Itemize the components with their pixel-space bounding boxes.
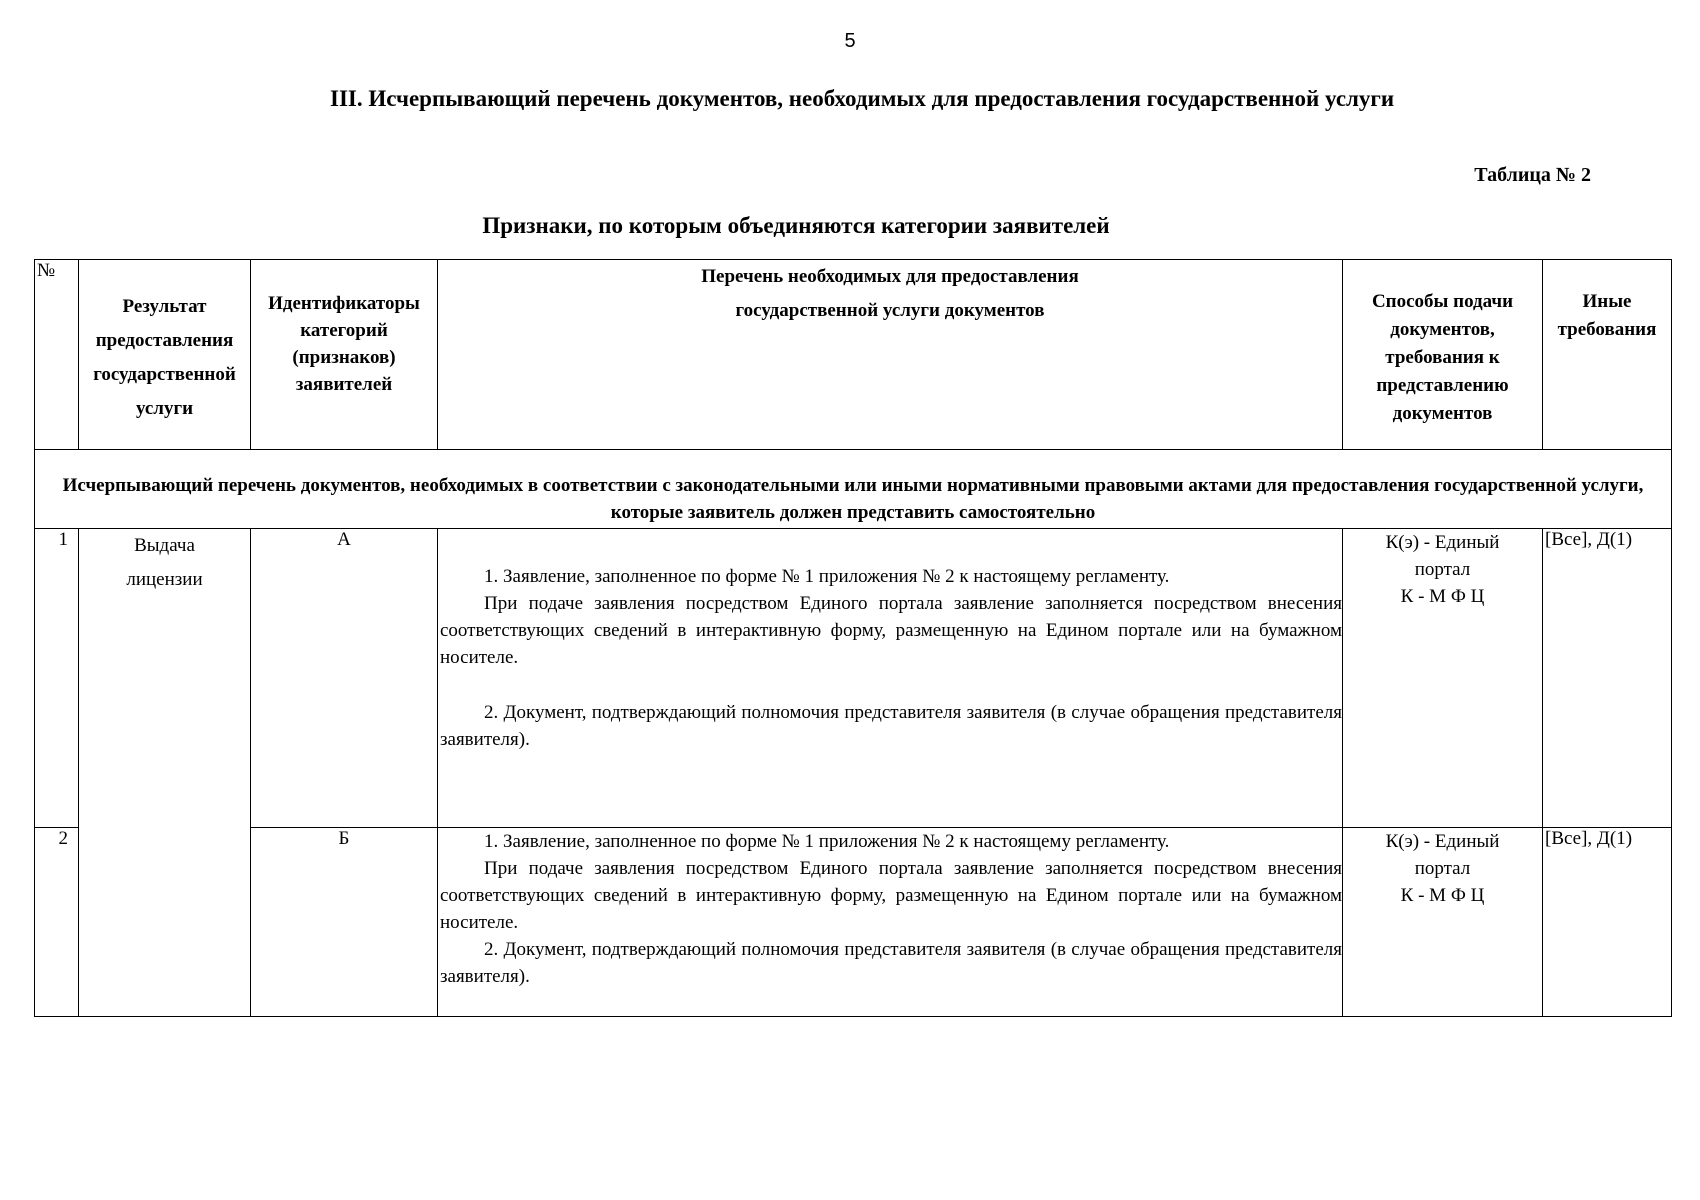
document-item: 2. Документ, подтверждающий полномочия представителя заявителя (в случае обращения представителя заявителя). (440, 939, 1342, 987)
document-item: 2. Документ, подтверждающий полномочия представителя заявителя (в случае обращения представителя заявителя). (440, 702, 1342, 750)
header-number: № (35, 260, 79, 450)
page-number: 5 (844, 30, 856, 52)
row-number: 1 (35, 529, 79, 828)
document-note: При подаче заявления посредством Единого портала заявление заполняется посредством внесения соответствующих сведений в интерактивную форму, размещенную на Едином портале или на бумажном носителе. (440, 858, 1342, 933)
row-submission-ways (1343, 529, 1543, 828)
row-applicant-id: Б (251, 828, 438, 1017)
section-row-text: Исчерпывающий перечень документов, необходимых в соответствии с законодательными или иными нормативными правовыми актами для предоставления государственной услуги, которые заявитель должен представить самостоятельно (35, 450, 1672, 529)
row-result-text: Выдача лицензии (126, 535, 203, 590)
row-documents (438, 828, 1343, 1017)
documents-table (34, 259, 1672, 1017)
row-applicant-id: А (251, 529, 438, 828)
row-other-requirements: [Все], Д(1) (1543, 529, 1672, 828)
table-caption: Признаки, по которым объединяются категории заявителей (482, 213, 1110, 238)
submission-way-portal: К(э) - Единый портал (1385, 831, 1500, 879)
row-submission-ways (1343, 828, 1543, 1017)
section-title: III. Исчерпывающий перечень документов, необходимых для предоставления государственной услуги (330, 86, 1395, 111)
row-other-requirements: [Все], Д(1) (1543, 828, 1672, 1017)
section-row (35, 450, 1672, 529)
submission-way-mfc: К - М Ф Ц (1400, 885, 1485, 906)
table-label: Таблица № 2 (1474, 164, 1591, 186)
table-header-row (35, 260, 1672, 450)
header-documents-label: Перечень необходимых для предоставления государственной услуги документов (701, 266, 1079, 321)
header-submission-ways: Способы подачи документов, требования к представлению документов (1343, 260, 1543, 450)
submission-way-portal: К(э) - Единый портал (1385, 532, 1500, 580)
submission-way-mfc: К - М Ф Ц (1400, 586, 1485, 607)
table-row (35, 828, 1672, 1017)
header-applicant-ids: Идентификаторы категорий (признаков) заявителей (251, 260, 438, 450)
row-number: 2 (35, 828, 79, 1017)
header-result: Результат предоставления государственной услуги (79, 260, 251, 450)
row-result (79, 529, 251, 1017)
header-other-requirements: Иные требования (1543, 260, 1672, 450)
header-documents (438, 260, 1343, 450)
row-documents (438, 529, 1343, 828)
table-row (35, 529, 1672, 828)
document-item: 1. Заявление, заполненное по форме № 1 приложения № 2 к настоящему регламенту. (484, 566, 1170, 587)
document-note: При подаче заявления посредством Единого портала заявление заполняется посредством внесения соответствующих сведений в интерактивную форму, размещенную на Едином портале или на бумажном носителе. (440, 593, 1342, 668)
document-item: 1. Заявление, заполненное по форме № 1 приложения № 2 к настоящему регламенту. (484, 831, 1170, 852)
